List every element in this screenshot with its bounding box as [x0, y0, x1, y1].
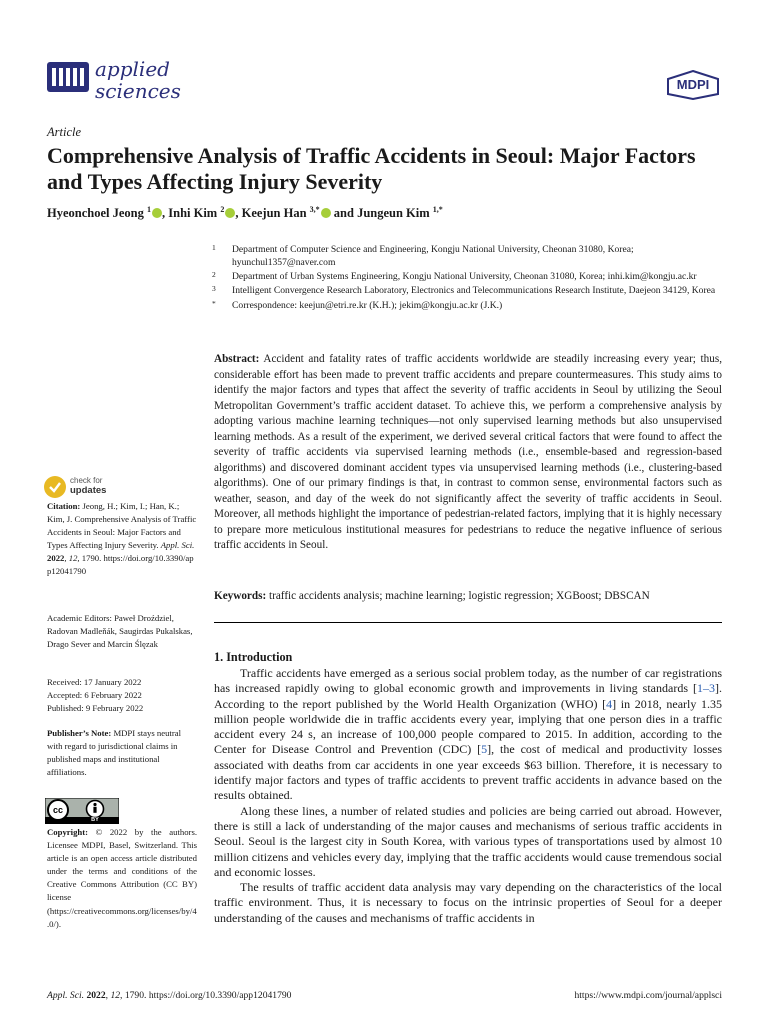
journal-name-line2: sciences — [95, 79, 181, 103]
affiliations — [212, 244, 722, 314]
copyright: Copyright: © 2022 by the authors. Licensee MDPI, Basel, Switzerland. This article is an open access article distributed under the terms and conditions of the Creative Commons Attribution (CC BY) license (https://creativecommons.org/licenses/by/4.0/). — [47, 827, 197, 929]
keywords-label: Keywords: — [214, 590, 267, 602]
paragraph: The results of traffic accident data analysis may vary depending on the characteristics of the local traffic environment. Thus, it is necessary to focus on the intrinsic properties of Seoul for a deeper understanding of the causes and mechanisms of traffic accidents in — [214, 880, 722, 925]
author-separator: , — [235, 206, 242, 221]
orcid-icon[interactable] — [321, 208, 331, 218]
author-affiliation-mark: 3,* — [309, 205, 320, 214]
author-name[interactable]: Inhi Kim — [168, 206, 218, 221]
journal-name-line1: applied — [95, 57, 170, 81]
paragraph: Traffic accidents have emerged as a serious social problem today, as the number of car registrations has increased rapidly owing to global economic growth and improvements in living standards [1–3]. According to the report published by the World Health Organization (WHO) [4] in 2018, nearly 1.35 million people worldwide die in traffic accidents every year, implying that one person dies in a traffic accident every 24 s, an increase of 100,000 people compared to 2015. In addition, according to the Center for Disease Control and Prevention (CDC) [5], the cost of medical and productivity losses associated with deaths from car accidents in one year exceeds $63 billion. Therefore, it is necessary to identify major factors and types of traffic accidents to prevent traffic accidents in advance based on the results obtained. — [214, 666, 723, 803]
author-affiliation-mark: 2 — [220, 205, 225, 214]
article-type: Article — [47, 125, 82, 139]
article-title: Comprehensive Analysis of Traffic Accidents in Seoul: Major Factors and Types Affecting Injury Severity — [47, 143, 696, 194]
check-label-line2: updates — [70, 485, 107, 496]
cc-by-license-badge[interactable] — [45, 798, 119, 824]
received-date: Received: 17 January 2022 — [47, 677, 142, 687]
abstract-text: Accident and fatality rates of traffic accidents worldwide are steadily increasing every year; thus, considerable effort has been made to prevent traffic accidents and prepare countermeasures. This study aims to identify the major factors and types that affect the severity of traffic accidents in Seoul by utilizing the Seoul Metropolitan Government’s traffic accident dataset. To achieve this, we perform a comprehensive analysis by adopting various machine learning techniques—not only supervised learning methods but also unsupervised learning methods. As a result of the experiment, we derived several critical factors that were found to affect the severity of traffic accidents via supervised learning methods (i.e., ensemble-based and regression-based algorithms) and discovered dominant accident types via unsupervised learning methods (i.e., clustering-based algorithms). One of our primary findings is that, in contrast to common sense, environmental factors such as weather, season, and day of the week do not significantly affect the severity of traffic accidents in Seoul. Moreover, all methods highlight the importance of pedestrian-related factors, implying that it is highly necessary to prepare more meticulous institutional measures for pedestrians to reduce the negative influence of serious traffic accidents in Seoul. — [214, 353, 722, 551]
divider — [214, 622, 722, 623]
journal-logo-icon — [47, 62, 89, 92]
correspondence: * Correspondence: keejun@etri.re.kr (K.H.); jekim@kongju.ac.kr (J.K.) — [212, 298, 503, 311]
citation-block: Citation: Jeong, H.; Kim, I.; Han, K.; Kim, J. Comprehensive Analysis of Traffic Accidents in Seoul: Major Factors and Types Affecting Injury Severity. Appl. Sci. 2022, 12, 1790. https://doi.org/10.3390/app12041790 — [47, 501, 197, 577]
orcid-icon[interactable] — [225, 208, 235, 218]
abstract-label: Abstract: — [214, 353, 260, 365]
citation-link[interactable]: 1–3 — [697, 681, 715, 696]
author-name[interactable]: Jungeun Kim — [357, 206, 430, 221]
abstract — [214, 352, 722, 554]
mdpi-logo — [666, 70, 720, 100]
orcid-icon[interactable] — [152, 208, 162, 218]
publisher-note: Publisher’s Note: MDPI stays neutral with regard to jurisdictional claims in published maps and institutional affiliations. — [47, 728, 181, 778]
journal-logo — [47, 58, 189, 108]
keywords — [214, 589, 722, 604]
author-list — [47, 202, 727, 221]
section-heading: 1. Introduction — [214, 650, 293, 664]
publisher-name: MDPI — [676, 77, 710, 92]
footer-citation: Appl. Sci. 2022, 12, 1790. https://doi.org/10.3390/app12041790 — [47, 990, 292, 1001]
check-for-updates-icon — [43, 475, 67, 499]
cc-icon-label: cc — [52, 805, 63, 815]
published-date: Published: 9 February 2022 — [47, 703, 144, 714]
author-name[interactable]: Keejun Han — [241, 206, 307, 221]
citation-doi[interactable]: , 1790. https://doi.org/10.3390/app12041790 — [47, 553, 194, 577]
author-separator: , — [162, 206, 169, 221]
paragraph: Along these lines, a number of related studies and policies are being carried out abroad. However, there is still a lack of understanding of the major causes and mechanisms of serious traffic accidents in Seoul. Seoul is the largest city in South Korea, with various types of transportations used by almost 10 million citizens and vehicles every day, implying that the traffic accidents would cause tremendous social and economic losses. — [214, 803, 722, 879]
academic-editors: Academic Editors: Paweł Droździel, Radovan Madleňák, Saugirdas Pukalskas, Drago Sever and Marcin Ślęzak — [47, 613, 193, 650]
affiliation-item: 2 Department of Urban Systems Engineering, Kongju National University, Cheonan 31080, Korea; inhi.kim@kongju.ac.kr — [212, 270, 697, 283]
footer-journal-url[interactable]: https://www.mdpi.com/journal/applsci — [574, 990, 722, 1001]
citation-link[interactable]: 4 — [606, 696, 613, 711]
author-affiliation-mark: 1,* — [432, 205, 443, 214]
check-for-updates-badge[interactable] — [43, 475, 143, 499]
keywords-text: traffic accidents analysis; machine learning; logistic regression; XGBoost; DBSCAN — [269, 590, 650, 602]
author-name[interactable]: Hyeonchoel Jeong — [47, 206, 144, 221]
cc-by-label: BY — [91, 817, 99, 823]
author-affiliation-mark: 1 — [147, 205, 151, 214]
accepted-date: Accepted: 6 February 2022 — [47, 690, 142, 701]
page-footer — [47, 990, 722, 1001]
author-separator: and — [330, 206, 358, 221]
dates — [47, 676, 197, 715]
affiliation-item: 1 Department of Computer Science and Engineering, Kongju National University, Cheonan 31080, Korea; hyunchul1357@naver.com — [212, 243, 634, 268]
check-label-line1: check for — [70, 476, 103, 485]
introduction-body — [214, 666, 722, 926]
citation-link[interactable]: 5 — [481, 742, 488, 757]
affiliation-item: 3 Intelligent Convergence Research Laboratory, Electronics and Telecommunications Research Institute, Daejeon 34129, Korea — [212, 284, 716, 297]
